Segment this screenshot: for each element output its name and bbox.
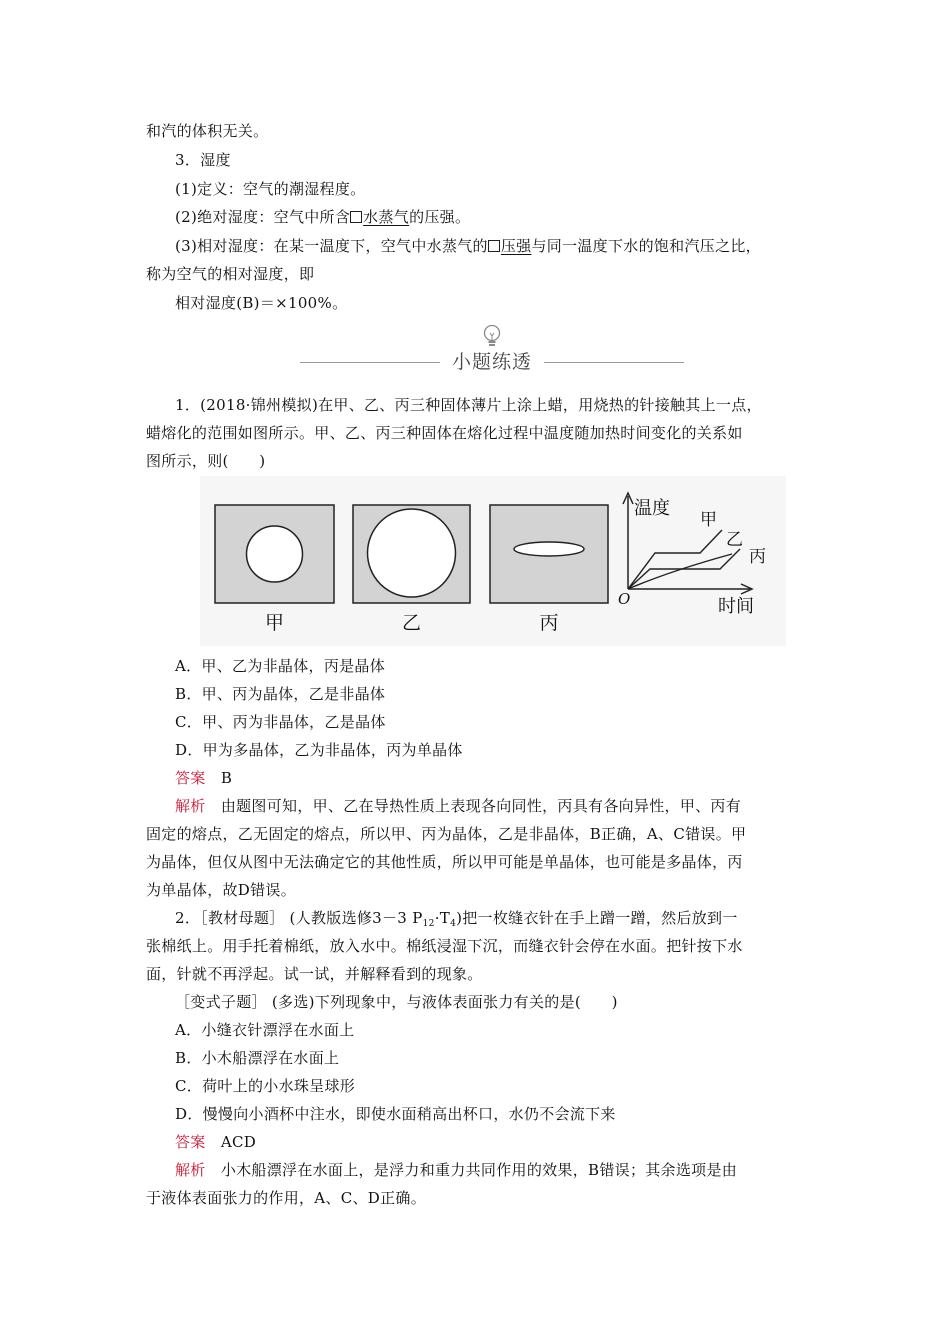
text-fragment: 2．［教材母题］ (人教版选修3－3 P: [175, 909, 423, 927]
analysis-label: 解析: [175, 797, 206, 815]
answer-line: [175, 768, 232, 788]
text-fragment: ·T: [434, 909, 451, 927]
variant-question: ［变式子题］ (多选)下列现象中，与液体表面张力有关的是( ): [175, 993, 618, 1011]
analysis-label: 解析: [175, 1161, 206, 1179]
option-d: D．甲为多晶体，乙为非晶体，丙为单晶体: [175, 741, 463, 759]
question-text: [175, 908, 738, 934]
analysis-text: 小木船漂浮在水面上，是浮力和重力共同作用的效果，B错误；其余选项是由: [220, 1161, 738, 1179]
analysis-line: [175, 796, 741, 816]
option-a: A．甲、乙为非晶体，丙是晶体: [175, 657, 386, 675]
curve-label: 丙: [749, 547, 766, 567]
lightbulb-icon: [482, 324, 502, 350]
melting-figure: [200, 476, 786, 646]
blank-box-icon: [350, 211, 362, 223]
text-fragment: 与同一温度下水的饱和汽压之比，: [531, 237, 761, 255]
option-a: A．小缝衣针漂浮在水面上: [175, 1021, 355, 1039]
text-fragment: (3)相对湿度：在某一温度下，空气中水蒸气的: [175, 237, 488, 255]
text-fragment: )把一枚缝衣针在手上蹭一蹭，然后放到一: [456, 909, 738, 927]
melt-region-circle: [247, 526, 303, 582]
fill-blank-answer: 水蒸气: [363, 208, 410, 226]
x-axis-label: 时间: [718, 596, 754, 617]
answer-value: ACD: [220, 1133, 257, 1151]
question-text: 图所示，则( ): [146, 452, 266, 470]
banner-rule-right: [544, 362, 684, 363]
panel-label: 甲: [264, 612, 285, 634]
subscript: 4: [450, 919, 457, 929]
question-text: 面，针就不再浮起。试一试，并解释看到的现象。: [146, 965, 483, 983]
analysis-text: 于液体表面张力的作用，A、C、D正确。: [146, 1189, 427, 1207]
analysis-text: 为晶体，但仅从图中无法确定它的其他性质，所以甲可能是单晶体，也可能是多晶体，丙: [146, 853, 743, 871]
curve-label: 乙: [726, 530, 743, 550]
analysis-line: [175, 1160, 737, 1180]
melt-region-ellipse: [514, 542, 584, 556]
text-line: [175, 236, 761, 256]
text-line: 和汽的体积无关。: [146, 122, 269, 140]
option-d: D．慢慢向小酒杯中注水，即使水面稍高出杯口，水仍不会流下来: [175, 1105, 616, 1123]
subscript: 12: [422, 919, 435, 929]
fill-blank-answer: 压强: [500, 237, 532, 255]
origin-label: O: [618, 590, 631, 608]
text-line: (1)定义：空气的潮湿程度。: [175, 180, 366, 198]
banner-title: 小题练透: [451, 351, 532, 373]
analysis-text: 为单晶体，故D错误。: [146, 881, 297, 899]
answer-value: B: [220, 769, 233, 787]
y-axis-label: 温度: [634, 498, 670, 519]
text-line: [175, 207, 470, 227]
formula-line: 相对湿度(B)＝×100%。: [175, 294, 348, 312]
option-b: B．小木船漂浮在水面上: [175, 1049, 340, 1067]
panel-label: 乙: [401, 612, 422, 634]
panel-label: 丙: [539, 612, 559, 634]
option-c: C．甲、丙为非晶体，乙是晶体: [175, 713, 386, 731]
question-text: 张棉纸上。用手托着棉纸，放入水中。棉纸浸湿下沉，而缝衣针会停在水面。把针按下水: [146, 937, 743, 955]
text-fragment: 的压强。: [409, 208, 471, 226]
analysis-text: 固定的熔点，乙无固定的熔点，所以甲、丙为晶体，乙是非晶体，B正确，A、C错误。甲: [146, 825, 747, 843]
answer-line: [175, 1132, 256, 1152]
melt-region-circle: [368, 509, 456, 597]
answer-label: 答案: [175, 1133, 206, 1151]
section-banner: [296, 324, 688, 376]
analysis-text: 由题图可知，甲、乙在导热性质上表现各向同性，丙具有各向异性，甲、丙有: [220, 797, 742, 815]
blank-box-icon: [488, 240, 500, 252]
text-line: 称为空气的相对湿度，即: [146, 265, 315, 283]
answer-label: 答案: [175, 769, 206, 787]
question-text: 1．(2018·锦州模拟)在甲、乙、丙三种固体薄片上涂上蜡，用烧热的针接触其上一点，: [175, 396, 762, 414]
question-text: 蜡熔化的范围如图所示。甲、乙、丙三种固体在熔化过程中温度随加热时间变化的关系如: [146, 424, 743, 442]
section-heading: 3．湿度: [175, 151, 231, 169]
option-c: C．荷叶上的小水珠呈球形: [175, 1077, 356, 1095]
option-b: B．甲、丙为晶体，乙是非晶体: [175, 685, 386, 703]
banner-rule-left: [300, 362, 440, 363]
text-fragment: (2)绝对湿度：空气中所含: [175, 208, 351, 226]
curve-label: 甲: [700, 510, 717, 530]
